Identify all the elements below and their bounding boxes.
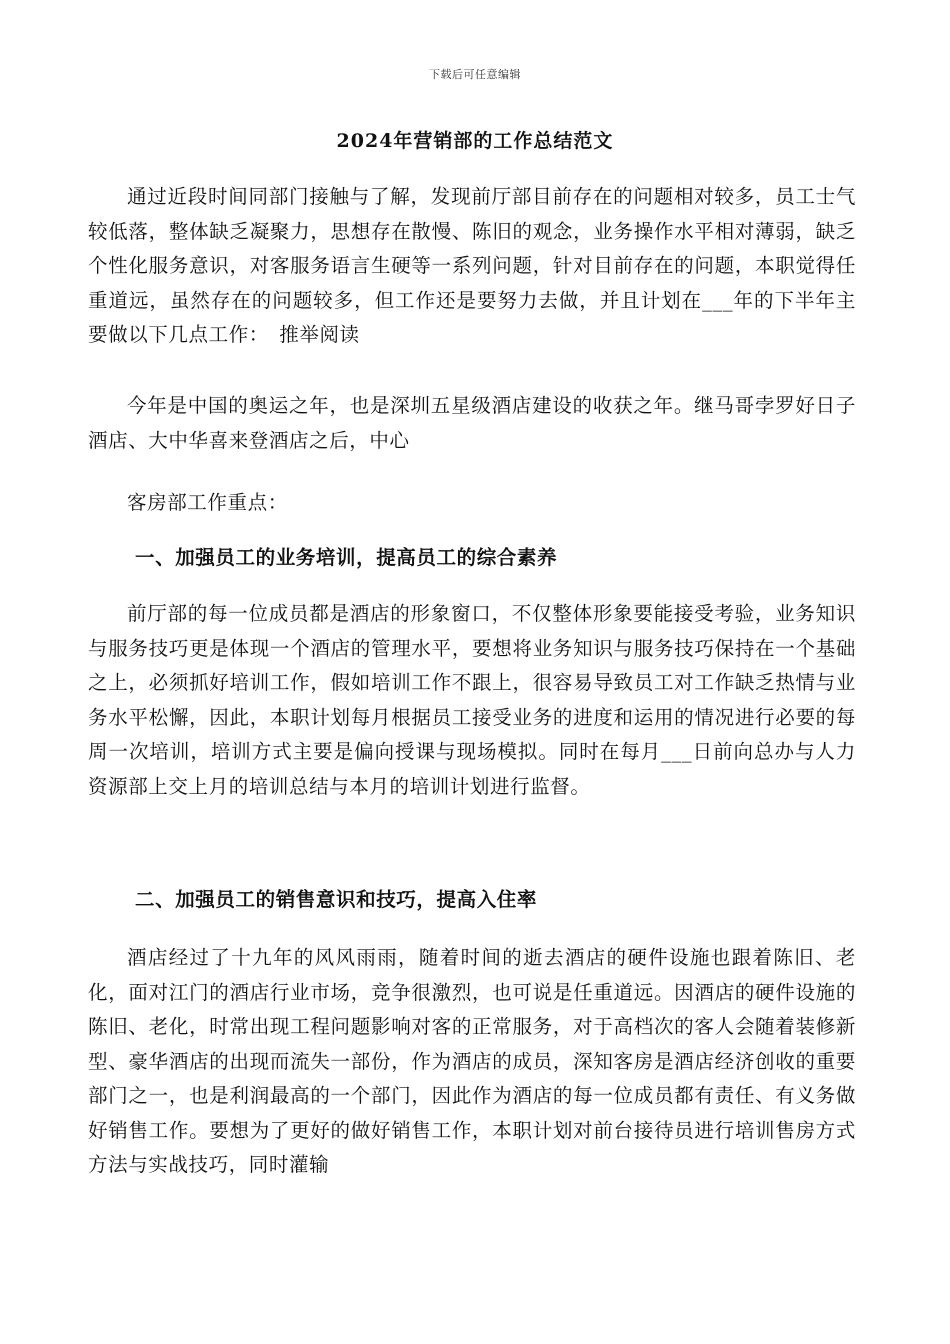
paragraph-focus: 客房部工作重点： bbox=[127, 491, 288, 514]
paragraph-intro: 通过近段时间同部门接触与了解，发现前厅部目前存在的问题相对较多，员工士气较低落，整体缺乏凝聚力，思想存在散慢、陈旧的观念，业务操作水平相对薄弱，缺乏个性化服务意识，对客服务语言生硬等一系列问题，针对目前存在的问题，本职觉得任重道远，虽然存在的问题较多，但工作还是要努力去做，并且计划在___年的下半年主要做以下几点工作： 推举阅读 bbox=[88, 185, 856, 346]
section-heading-training: 一、加强员工的业务培训，提高员工的综合素养 bbox=[135, 546, 558, 569]
section-heading-sales: 二、加强员工的销售意识和技巧，提高入住率 bbox=[135, 888, 538, 911]
paragraph-training: 前厅部的每一位成员都是酒店的形象窗口，不仅整体形象要能接受考验，业务知识与服务技巧更是体现一个酒店的管理水平，要想将业务知识与服务技巧保持在一个基础之上，必须抓好培训工作，假如培训工作不跟上，很容易导致员工对工作缺乏热情与业务水平松懈，因此，本职计划每月根据员工接受业务的进度和运用的情况进行必要的每周一次培训，培训方式主要是偏向授课与现场模拟。同时在每月___日前向总办与人力资源部上交上月的培训总结与本月的培训计划进行监督。 bbox=[88, 602, 856, 798]
document-title: 2024年营销部的工作总结范文 bbox=[336, 130, 614, 152]
paragraph-sales: 酒店经过了十九年的风风雨雨，随着时间的逝去酒店的硬件设施也跟着陈旧、老化，面对江门的酒店行业市场，竞争很激烈，也可说是任重道远。因酒店的硬件设施的陈旧、老化，时常出现工程问题影响对客的正常服务，对于高档次的客人会随着装修新型、豪华酒店的出现而流失一部份，作为酒店的成员，深知客房是酒店经济创收的重要部门之一，也是利润最高的一个部门，因此作为酒店的每一位成员都有责任、有义务做好销售工作。要想为了更好的做好销售工作，本职计划对前台接待员进行培训售房方式方法与实战技巧，同时灌输 bbox=[88, 946, 856, 1176]
header-note: 下载后可任意编辑 bbox=[429, 68, 521, 81]
paragraph-olympic: 今年是中国的奥运之年，也是深圳五星级酒店建设的收获之年。继马哥孛罗好日子酒店、大中华喜来登酒店之后，中心 bbox=[88, 394, 856, 452]
